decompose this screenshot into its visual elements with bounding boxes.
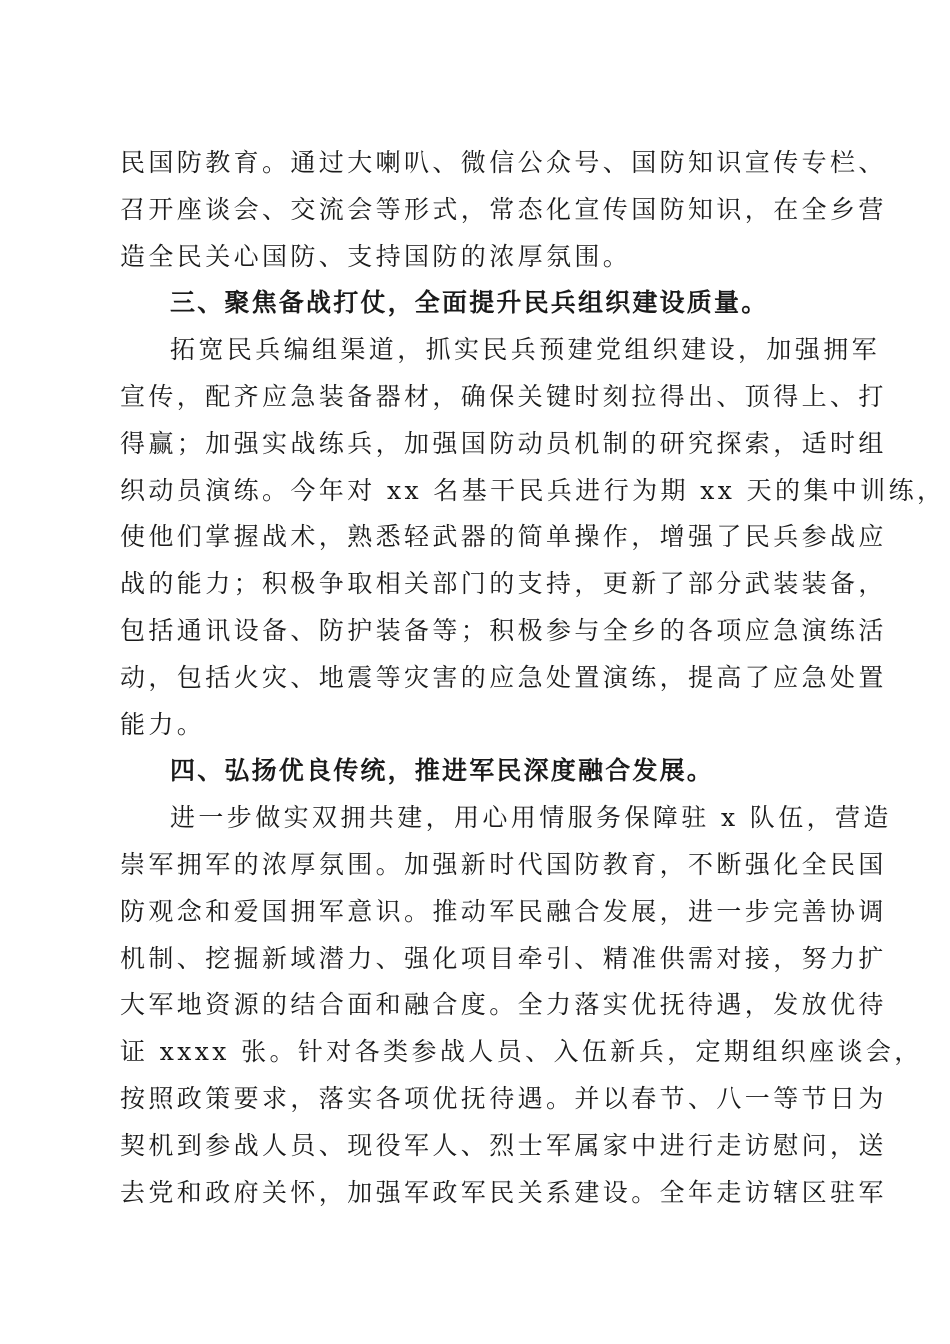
text-line: 战的能力；积极争取相关部门的支持，更新了部分武装装备， (120, 569, 887, 599)
text-line: 机制、挖掘新域潜力、强化项目牵引、精准供需对接，努力扩 (120, 943, 887, 973)
text-line: 民国防教育。通过大喇叭、微信公众号、国防知识宣传专栏、 (120, 148, 887, 177)
text-line: 大军地资源的结合面和融合度。全力落实优抚待遇，发放优待 (120, 990, 887, 1020)
text-line: 证 xxxx 张。针对各类参战人员、入伍新兵，定期组织座谈会， (120, 1037, 923, 1067)
text-line: 崇军拥军的浓厚氛围。加强新时代国防教育，不断强化全民国 (120, 849, 887, 879)
document-body (120, 140, 946, 1216)
text-line: 织动员演练。今年对 xx 名基干民兵进行为期 xx 天的集中训练， (120, 475, 946, 505)
text-line: 契机到参战人员、现役军人、烈士军属家中进行走访慰问，送 (120, 1130, 887, 1160)
text-line: 进一步做实双拥共建，用心用情服务保障驻 x 队伍，营造 (170, 803, 892, 833)
paragraph-military-civilian-integration (120, 795, 923, 1216)
text-line: 去党和政府关怀，加强军政军民关系建设。全年走访辖区驻军 (120, 1177, 887, 1207)
section-heading-3: 三、聚焦备战打仗，全面提升民兵组织建设质量。 (170, 288, 769, 318)
text-line: 包括通讯设备、防护装备等；积极参与全乡的各项应急演练活 (120, 615, 887, 645)
paragraph-national-defense-education (120, 140, 887, 280)
section-heading-4: 四、弘扬优良传统，推进军民深度融合发展。 (170, 756, 715, 786)
text-line: 宣传，配齐应急装备器材，确保关键时刻拉得出、顶得上、打 (120, 381, 887, 411)
text-line: 召开座谈会、交流会等形式，常态化宣传国防知识，在全乡营 (120, 194, 887, 224)
text-line: 能力。 (120, 709, 206, 739)
text-line: 按照政策要求，落实各项优抚待遇。并以春节、八一等节日为 (120, 1083, 887, 1113)
text-line: 得赢；加强实战练兵，加强国防动员机制的研究探索，适时组 (120, 428, 887, 458)
text-line: 造全民关心国防、支持国防的浓厚氛围。 (120, 241, 632, 271)
text-line: 使他们掌握战术，熟悉轻武器的简单操作，增强了民兵参战应 (120, 522, 887, 552)
paragraph-militia-organization (120, 327, 946, 748)
text-line: 动，包括火灾、地震等灾害的应急处置演练，提高了应急处置 (120, 662, 887, 692)
text-line: 防观念和爱国拥军意识。推动军民融合发展，进一步完善协调 (120, 896, 887, 926)
text-line: 拓宽民兵编组渠道，抓实民兵预建党组织建设，加强拥军 (170, 335, 881, 365)
